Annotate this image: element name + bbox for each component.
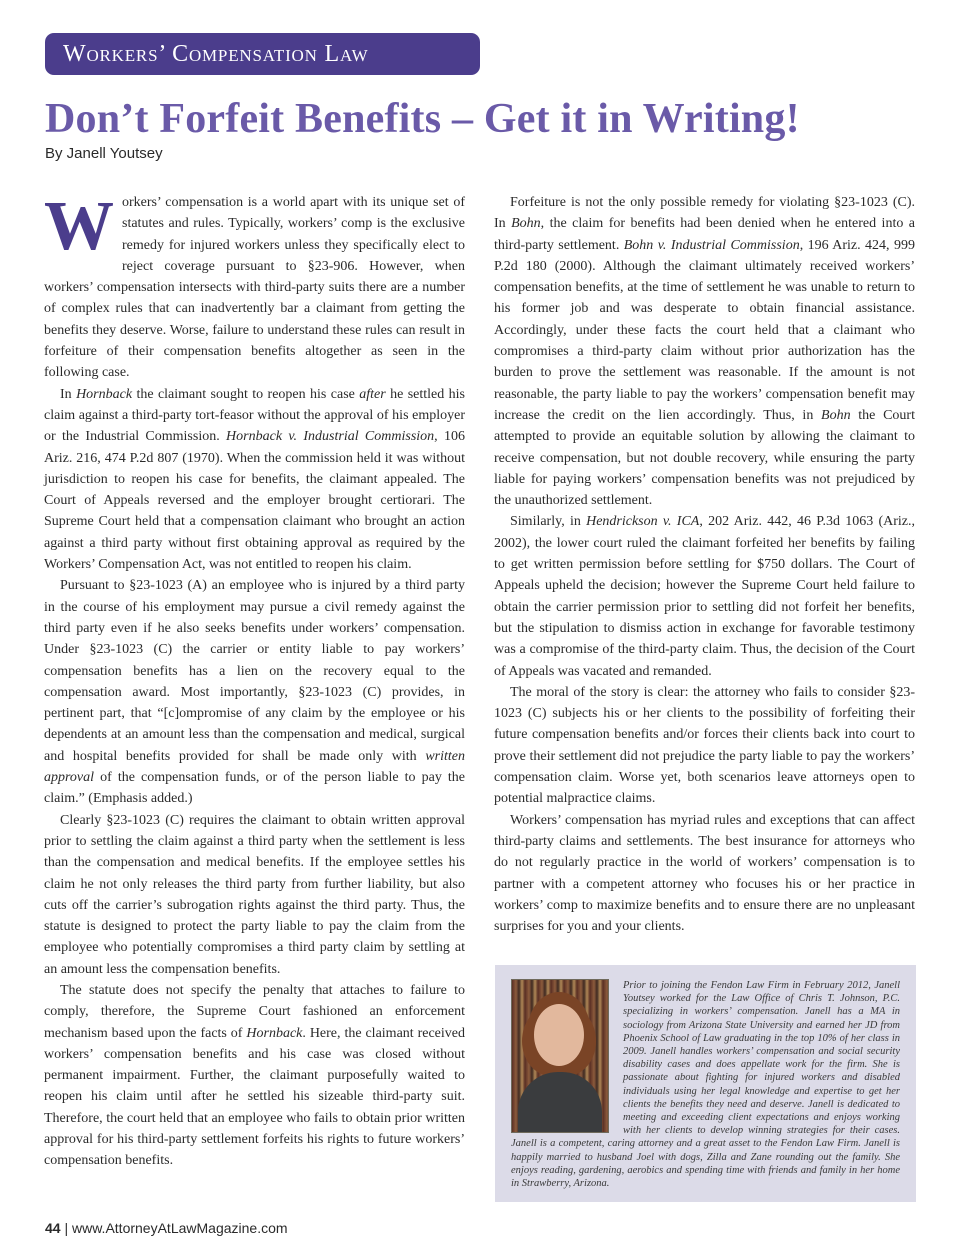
drop-cap: W (44, 188, 114, 265)
emphasis: written approval (44, 748, 465, 786)
paragraph: The statute does not specify the penalty that attaches to failure to comply, therefore, the Supreme Court fashioned an enforcement mechanism based upon the facts of Hornback. Here, the claimant received workers’ compensation benefits and his case was closed without permanent impairment. Further, the claimant purposefully waited to reopen his claim until after he settled his sizeable third-party suit. Therefore, the court held that an employee who fails to obtain prior written approval for his third-party settlement forfeits his rights to future workers’ compensation benefits. (44, 982, 466, 1169)
case-name: Bohn (821, 407, 851, 423)
paragraph: Workers’ compensation is a world apart with its unique set of statutes and rules. Typically, workers’ comp is the exclusive remedy for injured workers unless they specifically elect to reject coverage pursuant to §23-906. However, when workers’ compensation intersects with third-party suits there are a number of complex rules that can inadvertently bar a claimant from getting the benefits they deserve. Worse, failure to understand these rules can result in forfeiture of their compensation benefits altogether as seen in the following case. (44, 188, 465, 381)
paragraph: Forfeiture is not the only possible remedy for violating §23-1023 (C). In Bohn, the claim for benefits had been denied when he entered into a third-party settlement. Bohn v. Industrial Commission, 196 Ariz. 424, 999 P.2d 180 (2000). Although the claimant ultimately received workers’ compensation benefits, at the time of settlement he was unable to return to his former job and was desperate to obtain financial assistance. Accordingly, under these facts the court held that a claimant who compromises a third-party claim without prior authorization has the burden to prove the settlement was reasonable. If the amount is not reasonable, the party liable to pay the workers’ compensation benefit may increase the credit on the lien accordingly. Thus, in Bohn the Court attempted to provide an equitable solution by allowing the claimant to receive compensation, but not double recovery, while ensuring the party liable for paying workers’ compensation benefits was not prejudiced by the unauthorized settlement. (494, 195, 915, 509)
section-tag (45, 33, 480, 75)
case-citation: Bohn v. Industrial Commission (623, 237, 800, 253)
paragraph: Pursuant to §23-1023 (A) an employee who is injured by a third party in the course of his employment may pursue a civil remedy against the third party even if he also seeks benefits under workers’ compensation. Under §23-1023 (C) the carrier or entity liable to pay workers’ compensation benefits has a lien on the recovery equal to the compensation award. Most importantly, §23-1023 (C) provides, in pertinent part, that “[c]ompromise of any claim by the employee or his dependents at an amount less than the compensation and medical, surgical and hospital benefits provided for shall be made only with written approval of the compensation funds, or of the person liable to pay the claim.” (Emphasis added.) (44, 578, 465, 807)
left-column (44, 188, 466, 1172)
case-citation: Hornback v. Industrial Commission (226, 429, 435, 445)
paragraph: In Hornback the claimant sought to reopen his case after he settled his claim against a third-party tort-feasor without the approval of his employer or the Industrial Commission. Hornback v. Industrial Commission, 106 Ariz. 216, 474 P.2d 807 (1970). When the commission held it was without jurisdiction to reopen his case for benefits, the claimant appealed. The Court of Appeals reversed and the employer brought certiorari. The Supreme Court held that a compensation claimant who brought an action against a third party without first obtaining approval as required by the Workers’ Compensation Act, was not entitled to reopen his claim. (44, 386, 466, 573)
paragraph: The moral of the story is clear: the attorney who fails to consider §23-1023 (C) subjects his or her clients to the possibility of forfeiting their future compensation benefits and/or forces their clients back into court to prove their settlement did not prejudice the party liable to pay the workers’ compensation claim. Worse yet, both scenarios leave attorneys open to potential malpractice claims. (494, 684, 915, 807)
case-name: Bohn (511, 216, 541, 232)
paragraph: Clearly §23-1023 (C) requires the claimant to obtain written approval prior to settling the claim against a third party when the settlement is less than the compensation and medical benefits. If the employee settles his claim he not only releases the third party from further liability, but also cuts off the carrier’s subrogation rights against the third party. Thus, the statute is designed to protect the party liable to pay the claim from the employee who potentially compromises a third party claim by settling at an amount less the compensation benefits. (44, 812, 465, 977)
author-bio-box (495, 965, 916, 1202)
page-number: 44 (45, 1220, 61, 1236)
byline: By Janell Youtsey (45, 145, 163, 162)
page-footer (45, 1220, 288, 1236)
paragraph: Similarly, in Hendrickson v. ICA, 202 Ariz. 442, 46 P.3d 1063 (Ariz., 2002), the lower court ruled the claimant forfeited her benefits by failing to get written permission before settling for $750 dollars. The Court of Appeals upheld the decision; however the Supreme Court held failure to obtain the carrier permission prior to settling did not forfeit her benefits, but the stipulation to dismiss action in exchange for favorable testimony was a compromise of the third-party claim. Thus, the decision of the Court of Appeals was vacated and remanded. (494, 514, 915, 679)
website-link[interactable]: www.AttorneyAtLawMagazine.com (72, 1220, 288, 1236)
footer-separator: | (64, 1220, 69, 1236)
case-name: Hornback (246, 1025, 303, 1041)
case-name: Hornback (76, 386, 133, 402)
article-headline: Don’t Forfeit Benefits – Get it in Writing! (45, 96, 800, 142)
paragraph: Workers’ compensation has myriad rules and exceptions that can affect third-party claims and settlements. The best insurance for attorneys who do not regularly practice in the world of workers’ compensation is to partner with a competent attorney who focuses his or her practice in workers’ comp to maximize benefits and to ensure there are no unpleasant surprises for you and your clients. (494, 812, 915, 935)
section-tag-label: Workers’ Compensation Law (63, 40, 369, 67)
author-bio-text: Prior to joining the Fendon Law Firm in February 2012, Janell Youtsey worked for the Law Office of Chris T. Johnson, P.C. specializing in workers’ compensation. Janell has a MA in sociology from Arizona State University and earned her JD from Phoenix School of Law graduating in the top 10% of her class in 2009. Janell handles workers’ compensation and social security disability cases and does appellate work for the firm. She is passionate about fighting for injured workers and disabled individuals using her legal knowledge and expertise to get her clients the benefits they need and deserve. Janell is dedicated to meeting and exceeding client expectations and enjoys working with her clients to develop winning strategies for their cases. Janell is a competent, caring attorney and a great asset to the Fendon Law Firm. Janell is happily married to husband Joel with dogs, Zilla and Zane rounding out the family. She enjoys reading, gardening, aerobics and spending time with friends and family in her home in Strawberry, Arizona. (511, 980, 900, 1190)
right-column (494, 192, 915, 937)
emphasis: after (359, 386, 386, 402)
case-citation: Hendrickson v. ICA (586, 514, 700, 530)
author-photo (511, 979, 609, 1133)
